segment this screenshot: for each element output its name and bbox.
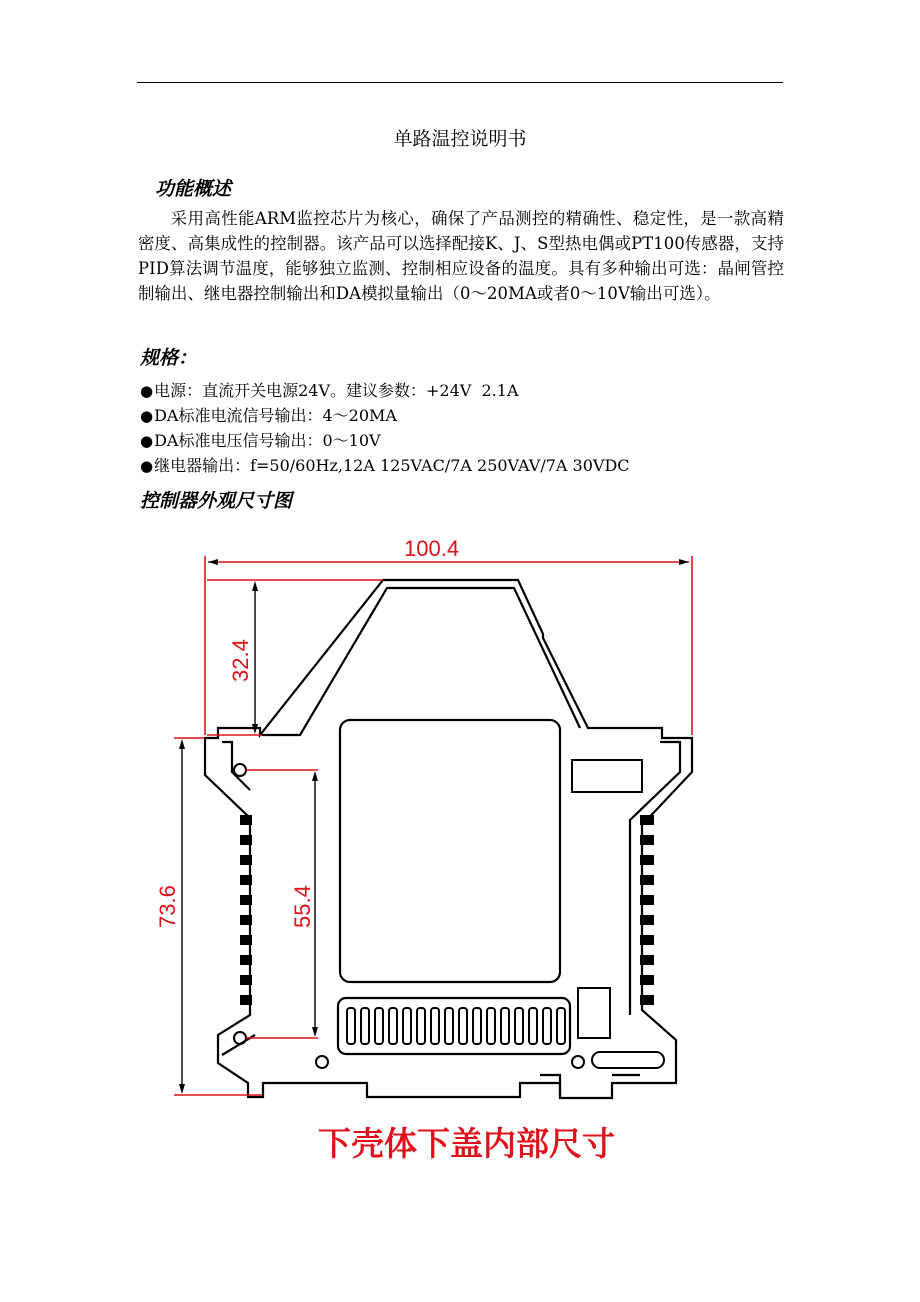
bullet: ● — [140, 382, 154, 400]
overview-heading: 功能概述 — [155, 178, 232, 200]
dimension-labels — [155, 536, 459, 928]
drawing-caption: 下壳体下盖内部尺寸 — [318, 1124, 615, 1163]
specs-heading: 规格： — [140, 347, 198, 369]
spec-item-text: 电源：直流开关电源24V。建议参数：+24V 2.1A — [154, 381, 519, 400]
bullet: ● — [140, 457, 154, 475]
bullet: ● — [140, 432, 154, 450]
dimension-lines — [174, 556, 692, 1095]
housing-outline — [205, 580, 692, 1098]
width-dimension: 100.4 — [404, 536, 460, 561]
mounting-holes — [234, 764, 584, 1068]
bullet: ● — [140, 407, 154, 425]
document-title: 单路温控说明书 — [393, 128, 527, 150]
hole-spacing-dimension: 55.4 — [290, 885, 315, 928]
terminal-grill — [338, 998, 570, 1054]
total-height-dimension: 73.6 — [155, 885, 180, 928]
top-height-dimension: 32.4 — [228, 639, 253, 682]
spec-item-text: DA标准电流信号输出：4～20MA — [154, 406, 397, 425]
spec-item-text: DA标准电压信号输出：0～10V — [154, 431, 381, 450]
drawing-heading: 控制器外观尺寸图 — [140, 490, 293, 512]
spec-item-text: 继电器输出：f=50/60Hz,12A 125VAC/7A 250VAV/7A 30VDC — [154, 456, 630, 475]
display-window — [340, 720, 560, 982]
indicator-window — [572, 760, 642, 792]
overview-paragraph: 采用高性能ARM监控芯片为核心，确保了产品测控的精确性、稳定性，是一款高精密度、高集成性的控制器。该产品可以选择配接K、J、S型热电偶或PT100传感器，支持PID算法调节温度，能够独立监测、控制相应设备的温度。具有多种输出可选：晶闸管控制输出、继电器控制输出和DA模拟量输出（0～20MA或者0～10V输出可选）。 — [138, 209, 784, 303]
label-window — [578, 988, 610, 1038]
mounting-slot — [592, 1052, 664, 1068]
